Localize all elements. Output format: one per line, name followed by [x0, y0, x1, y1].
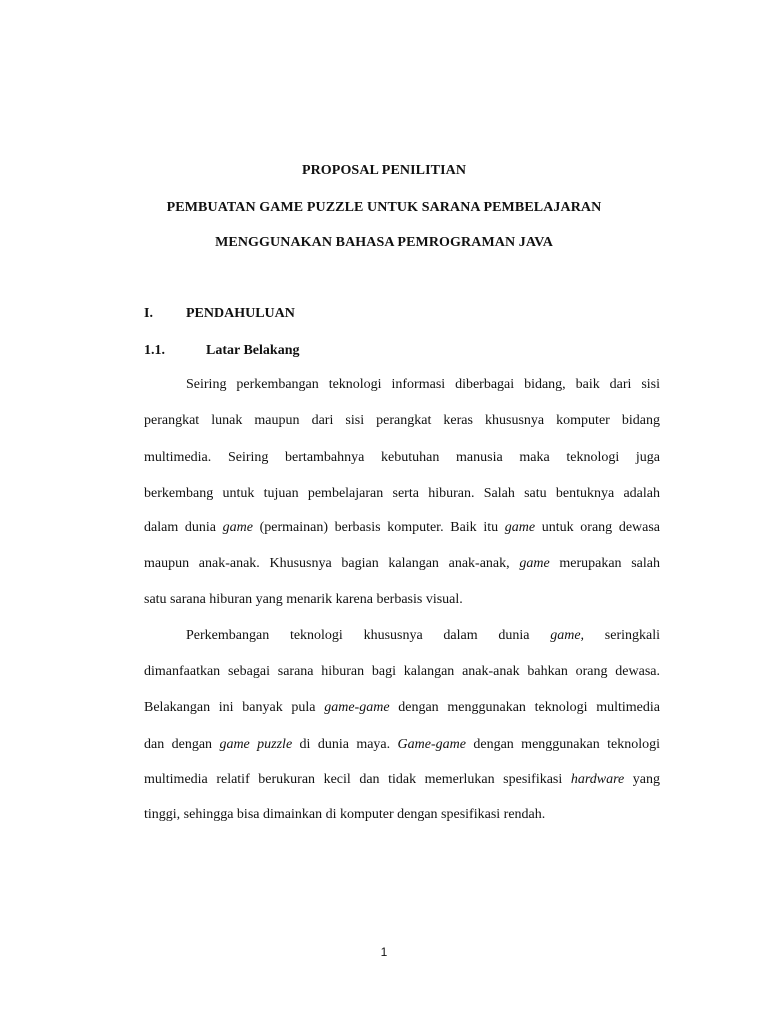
word: Perkembangan [186, 628, 270, 643]
text-run: maupun anak-anak. Khususnya bagian kalangan anak-anak, [144, 556, 520, 571]
text-run: dan dengan [144, 737, 220, 752]
document-title: PROPOSAL PENILITIAN [301, 163, 467, 178]
italic-term: game [519, 556, 550, 571]
text-run: dengan menggunakan teknologi [465, 737, 660, 752]
italic-term: Game-game [397, 737, 466, 752]
word: khususnya [363, 628, 423, 643]
italic-term: game [504, 520, 536, 535]
paragraph-2-line-4 [144, 736, 660, 754]
paragraph-2-line-5 [144, 771, 660, 789]
paragraph-2-line-3 [144, 699, 660, 717]
text-run: di dunia maya. [292, 737, 398, 752]
text-run: untuk orang dewasa [535, 520, 661, 535]
italic-term: game, [550, 628, 585, 643]
section-number: I. [144, 306, 153, 321]
paragraph-1-line-4: berkembang untuk tujuan pembelajaran serta hiburan. Salah satu bentuknya adalah [144, 486, 660, 501]
text-run: merupakan salah [549, 556, 660, 571]
word: dunia [498, 628, 530, 643]
word: dalam [443, 628, 478, 643]
text-run: dalam dunia [144, 520, 223, 535]
paragraph-2-line-1 [186, 627, 660, 645]
paragraph-1-line-6 [144, 555, 660, 573]
paragraph-2-line-6: tinggi, sehingga bisa dimainkan di komputer dengan spesifikasi rendah. [144, 807, 546, 822]
text-run: yang [624, 772, 660, 787]
paragraph-1-line-2: perangkat lunak maupun dari sisi perangkat keras khususnya komputer bidang [144, 413, 660, 428]
italic-term: game [222, 520, 253, 535]
paragraph-2-line-2: dimanfaatkan sebagai sarana hiburan bagi kalangan anak-anak bahkan orang dewasa. [144, 664, 660, 679]
page-number: 1 [380, 945, 388, 959]
text-run: dengan menggunakan teknologi multimedia [389, 700, 660, 715]
section-title: PENDAHULUAN [186, 306, 295, 321]
italic-term: game-game [324, 700, 390, 715]
paragraph-1-line-1: Seiring perkembangan teknologi informasi diberbagai bidang, baik dari sisi [186, 377, 660, 392]
text-run: (permainan) berbasis komputer. Baik itu [252, 520, 505, 535]
text-run: Belakangan ini banyak pula [144, 700, 325, 715]
text-run: multimedia relatif berukuran kecil dan tidak memerlukan spesifikasi [144, 772, 571, 787]
paragraph-1-line-3: multimedia. Seiring bertambahnya kebutuhan manusia maka teknologi juga [144, 450, 660, 465]
subsection-title: Latar Belakang [206, 343, 300, 358]
document-subtitle-line-1: PEMBUATAN GAME PUZZLE UNTUK SARANA PEMBELAJARAN [166, 200, 602, 215]
document-subtitle-line-2: MENGGUNAKAN BAHASA PEMROGRAMAN JAVA [215, 235, 553, 250]
italic-term: hardware [570, 772, 625, 787]
word: teknologi [289, 628, 343, 643]
word: seringkali [604, 628, 660, 643]
subsection-number: 1.1. [144, 343, 165, 358]
paragraph-1-line-5 [144, 519, 660, 537]
italic-term: game puzzle [219, 737, 293, 752]
paragraph-1-line-7: satu sarana hiburan yang menarik karena berbasis visual. [144, 592, 463, 607]
